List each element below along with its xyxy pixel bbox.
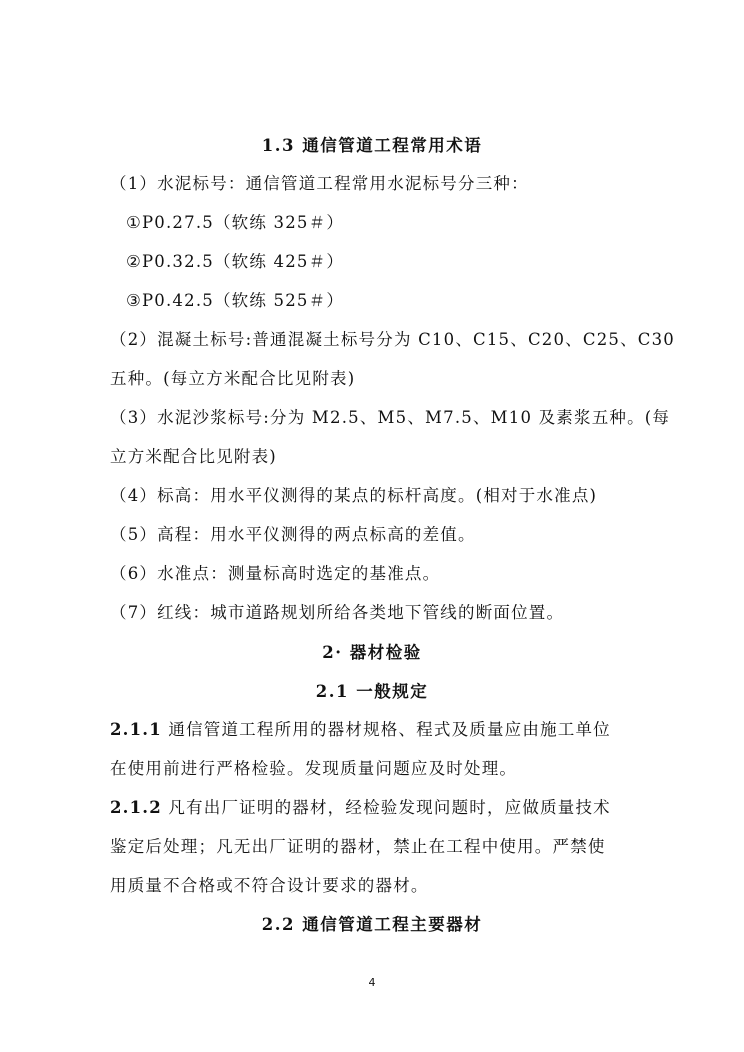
section-2-2-title: 2.2 通信管道工程主要器材: [261, 915, 483, 934]
term-item-7: （7）红线：城市道路规划所给各类地下管线的断面位置。: [110, 603, 565, 622]
term-item-6: （6）水准点：测量标高时选定的基准点。: [110, 564, 441, 583]
clause-2-1-1-line-1: [110, 718, 611, 742]
clause-2-1-2-line-1: [110, 796, 611, 820]
term-item-3-line-2: 立方米配合比见附表): [110, 447, 277, 466]
page-number: 4: [368, 976, 376, 989]
clause-text: 通信管道工程所用的器材规格、程式及质量应由施工单位: [161, 720, 611, 739]
clause-2-1-2-line-2: 鉴定后处理；凡无出厂证明的器材，禁止在工程中使用。严禁使: [110, 837, 606, 856]
section-1-3-title: 1.3 通信管道工程常用术语: [261, 136, 483, 155]
cement-grade-3: ③P0.42.5（软练 525＃）: [126, 291, 345, 310]
term-item-5: （5）高程：用水平仪测得的两点标高的差值。: [110, 525, 476, 544]
term-item-3-line-1: （3）水泥沙浆标号:分为 M2.5、M5、M7.5、M10 及素浆五种。(每: [110, 408, 671, 427]
clause-2-1-2-line-3: 用质量不合格或不符合设计要求的器材。: [110, 876, 429, 895]
clause-2-1-1-line-2: 在使用前进行严格检验。发现质量问题应及时处理。: [110, 759, 518, 778]
term-item-4: （4）标高：用水平仪测得的某点的标杆高度。(相对于水准点): [110, 486, 598, 505]
cement-grade-2: ②P0.32.5（软练 425＃）: [126, 252, 345, 271]
clause-number: 2.1.2: [110, 798, 162, 817]
term-item-2-line-1: （2）混凝土标号:普通混凝土标号分为 C10、C15、C20、C25、C30: [110, 330, 676, 349]
term-item-1: （1）水泥标号：通信管道工程常用水泥标号分三种：: [110, 174, 529, 193]
term-item-2-line-2: 五种。(每立方米配合比见附表): [110, 369, 356, 388]
section-2-title: 2· 器材检验: [322, 643, 422, 662]
cement-grade-1: ①P0.27.5（软练 325＃）: [126, 213, 345, 232]
clause-number: 2.1.1: [110, 720, 162, 739]
clause-text: 凡有出厂证明的器材，经检验发现问题时，应做质量技术: [161, 798, 611, 817]
section-2-1-title: 2.1 一般规定: [315, 682, 429, 701]
